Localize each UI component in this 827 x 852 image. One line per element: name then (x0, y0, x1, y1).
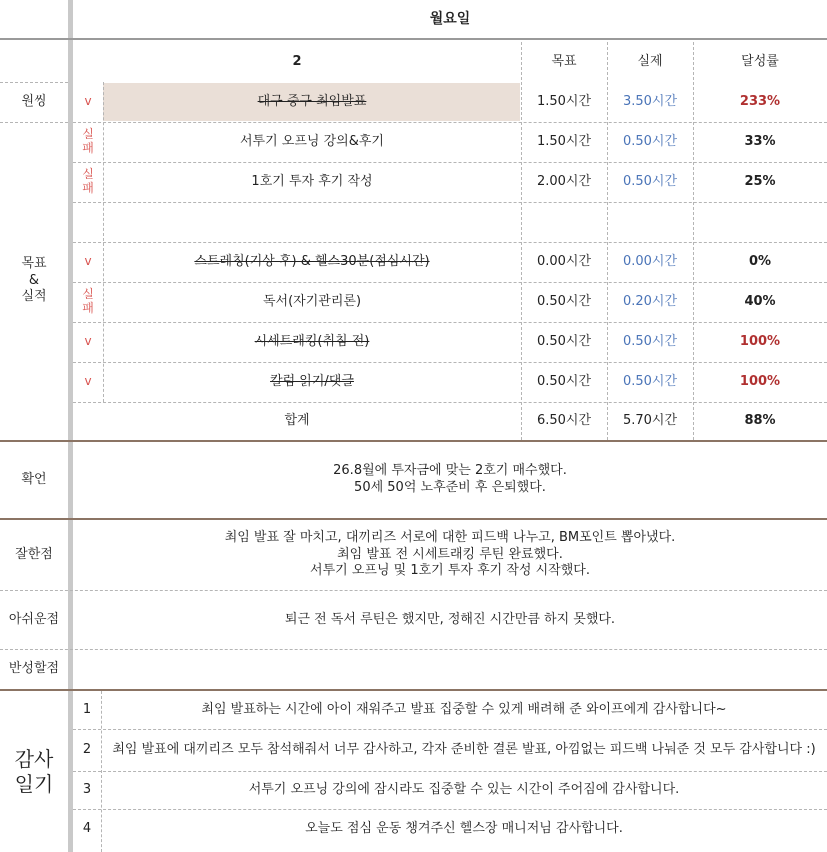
section-reflect: 반성할점 (8, 660, 60, 676)
col-actual-header: 실제 (637, 53, 663, 69)
one-thing-mark: v (84, 94, 92, 109)
goal-rate: 33% (744, 133, 776, 149)
goal-task: 스트레칭(기상 후) & 헬스30분(점심시간) (194, 253, 430, 269)
goal-actual: 0.50시간 (622, 373, 678, 389)
goal-status-mark: v (84, 374, 92, 389)
total-target: 6.50시간 (536, 412, 592, 428)
gratitude-number: 1 (82, 701, 92, 717)
goal-target: 0.50시간 (536, 293, 592, 309)
goal-status-mark: 실 패 (82, 127, 94, 155)
total-label: 합계 (284, 412, 310, 428)
goal-target: 0.50시간 (536, 373, 592, 389)
column-number: 2 (292, 53, 302, 69)
section-did-well: 잘한점 (15, 546, 53, 562)
goal-actual (607, 202, 693, 242)
goal-status-mark: v (84, 254, 92, 269)
gratitude-number: 4 (82, 820, 92, 836)
gratitude-number: 3 (82, 781, 92, 797)
goal-actual: 0.20시간 (622, 293, 678, 309)
goal-target (521, 202, 607, 242)
regret-text: 퇴근 전 독서 루틴은 했지만, 정해진 시간만큼 하지 못했다. (284, 611, 616, 627)
goal-status-mark: v (84, 334, 92, 349)
goal-status-mark (73, 202, 103, 242)
goal-task: 독서(자기관리론) (262, 293, 362, 309)
gratitude-text: 최임 발표에 대끼리즈 모두 참석해줘서 너무 감사하고, 각자 준비한 결론 발표, 아낌없는 피드백 나눠준 것 모두 감사합니다 :) (112, 741, 816, 757)
gratitude-number: 2 (82, 741, 92, 757)
goal-target: 2.00시간 (536, 173, 592, 189)
goal-actual: 0.00시간 (622, 253, 678, 269)
total-rate: 88% (744, 412, 776, 428)
gratitude-text: 서투기 오프닝 강의에 잠시라도 집중할 수 있는 시간이 주어짐에 감사합니다. (248, 781, 680, 797)
reflect-text (73, 650, 827, 688)
affirmation-text: 26.8월에 투자금에 맞는 2호기 매수했다. 50세 50억 노후준비 후 은퇴했다. (333, 463, 567, 495)
section-affirmation: 확언 (21, 471, 47, 487)
did-well-text: 최임 발표 잘 마치고, 대끼리즈 서로에 대한 피드백 나누고, BM포인트 뽑아냈다. 최임 발표 전 시세트래킹 루틴 완료했다. 서투기 오프닝 및 1호기 투자 후기 작성 시작했다. (224, 529, 676, 579)
one-thing-task: 대구 중구 최임발표 (257, 93, 367, 109)
goal-target: 1.50시간 (536, 133, 592, 149)
goal-actual: 0.50시간 (622, 333, 678, 349)
goal-rate: 25% (744, 173, 776, 189)
goal-status-mark: 실 패 (82, 167, 94, 195)
goal-task: 칼럼 읽기/댓글 (270, 373, 354, 389)
goal-actual: 0.50시간 (622, 173, 678, 189)
gratitude-text: 최임 발표하는 시간에 아이 재워주고 발표 집중할 수 있게 배려해 준 와이프에게 감사합니다~ (201, 701, 727, 717)
goal-rate (693, 202, 827, 242)
one-thing-actual: 3.50시간 (622, 93, 678, 109)
day-title: 월요일 (429, 10, 471, 27)
section-regret: 아쉬운점 (8, 611, 60, 627)
total-actual: 5.70시간 (622, 412, 678, 428)
col-rate-header: 달성률 (741, 53, 779, 69)
section-goals: 목표 & 실적 (21, 255, 47, 305)
one-thing-target: 1.50시간 (536, 93, 592, 109)
goal-rate: 100% (739, 333, 781, 349)
goal-rate: 40% (744, 293, 776, 309)
goal-task (103, 202, 521, 242)
section-gratitude: 감사 일기 (14, 746, 54, 796)
section-warming: 원씽 (21, 93, 47, 109)
one-thing-rate: 233% (739, 93, 781, 109)
col-target-header: 목표 (551, 53, 577, 69)
goal-status-mark: 실 패 (82, 287, 94, 315)
gratitude-text: 오늘도 점심 운동 챙겨주신 헬스장 매니저님 감사합니다. (305, 820, 623, 836)
goal-actual: 0.50시간 (622, 133, 678, 149)
goal-task: 서투기 오프닝 강의&후기 (240, 133, 384, 149)
goal-target: 0.50시간 (536, 333, 592, 349)
goal-target: 0.00시간 (536, 253, 592, 269)
goal-task: 시세트래킹(취침 전) (254, 333, 370, 349)
goal-rate: 0% (748, 253, 772, 269)
goal-task: 1호기 투자 후기 작성 (251, 173, 373, 189)
goal-rate: 100% (739, 373, 781, 389)
